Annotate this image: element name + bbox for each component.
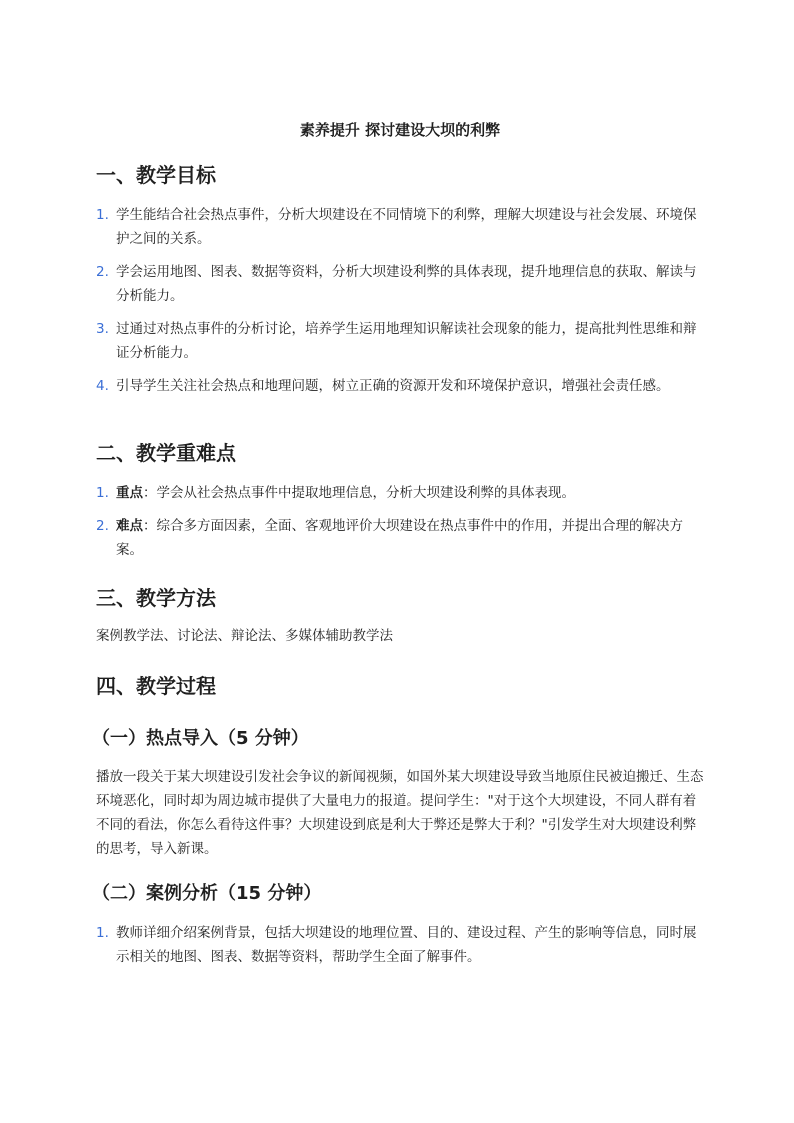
- list-item-text: [116, 481, 704, 505]
- list-item-label: 难点: [116, 518, 143, 534]
- list-item-label: 重点: [116, 485, 143, 501]
- list-item-text: [116, 514, 704, 562]
- list-item-body: ：综合多方面因素，全面、客观地评价大坝建设在热点事件中的作用，并提出合理的解决方案。: [116, 518, 683, 558]
- intro-paragraph: 播放一段关于某大坝建设引发社会争议的新闻视频，如国外某大坝建设导致当地原住民被迫搬迁、生态环境恶化，同时却为周边城市提供了大量电力的报道。提问学生："对于这个大坝建设，不同人群有着不同的看法，你怎么看待这件事？大坝建设到底是利大于弊还是弊大于利？"引发学生对大坝建设利弊的思考，导入新课。: [96, 769, 704, 857]
- list-item-text: 教师详细介绍案例背景，包括大坝建设的地理位置、目的、建设过程、产生的影响等信息，同时展示相关的地图、图表、数据等资料，帮助学生全面了解事件。: [116, 925, 697, 965]
- list-item: [96, 921, 704, 969]
- document-title: 素养提升 探讨建设大坝的利弊: [299, 121, 501, 139]
- list-item: [96, 260, 704, 308]
- list-number: 1.: [96, 485, 109, 501]
- goals-list: [96, 203, 704, 407]
- list-number: 1.: [96, 207, 109, 223]
- list-item: [96, 514, 704, 562]
- methods-text: 案例教学法、讨论法、辩论法、多媒体辅助教学法: [96, 628, 393, 644]
- subsection-heading-intro: （一）热点导入（5 分钟）: [92, 728, 309, 749]
- list-item-text: 学生能结合社会热点事件，分析大坝建设在不同情境下的利弊，理解大坝建设与社会发展、环境保护之间的关系。: [116, 207, 697, 247]
- section-heading-process: 四、教学过程: [96, 674, 216, 698]
- list-item-body: ：学会从社会热点事件中提取地理信息，分析大坝建设利弊的具体表现。: [143, 485, 575, 501]
- list-item: [96, 481, 704, 505]
- list-item-text: 学会运用地图、图表、数据等资料，分析大坝建设利弊的具体表现，提升地理信息的获取、解读与分析能力。: [116, 264, 697, 304]
- subsection-heading-case: （二）案例分析（15 分钟）: [92, 883, 322, 904]
- list-number: 4.: [96, 378, 109, 394]
- list-number: 2.: [96, 518, 109, 534]
- key-points-list: [96, 481, 704, 571]
- section-heading-goals: 一、教学目标: [96, 163, 216, 187]
- section-heading-methods: 三、教学方法: [96, 586, 216, 610]
- list-number: 2.: [96, 264, 109, 280]
- list-item: [96, 374, 704, 398]
- case-list: [96, 921, 704, 978]
- list-number: 3.: [96, 321, 109, 337]
- list-item-text: 过通过对热点事件的分析讨论，培养学生运用地理知识解读社会现象的能力，提高批判性思维和辩证分析能力。: [116, 321, 697, 361]
- list-item: [96, 203, 704, 251]
- list-item-text: 引导学生关注社会热点和地理问题，树立正确的资源开发和环境保护意识，增强社会责任感。: [116, 378, 670, 394]
- list-item: [96, 317, 704, 365]
- list-number: 1.: [96, 925, 109, 941]
- section-heading-key-points: 二、教学重难点: [96, 441, 236, 465]
